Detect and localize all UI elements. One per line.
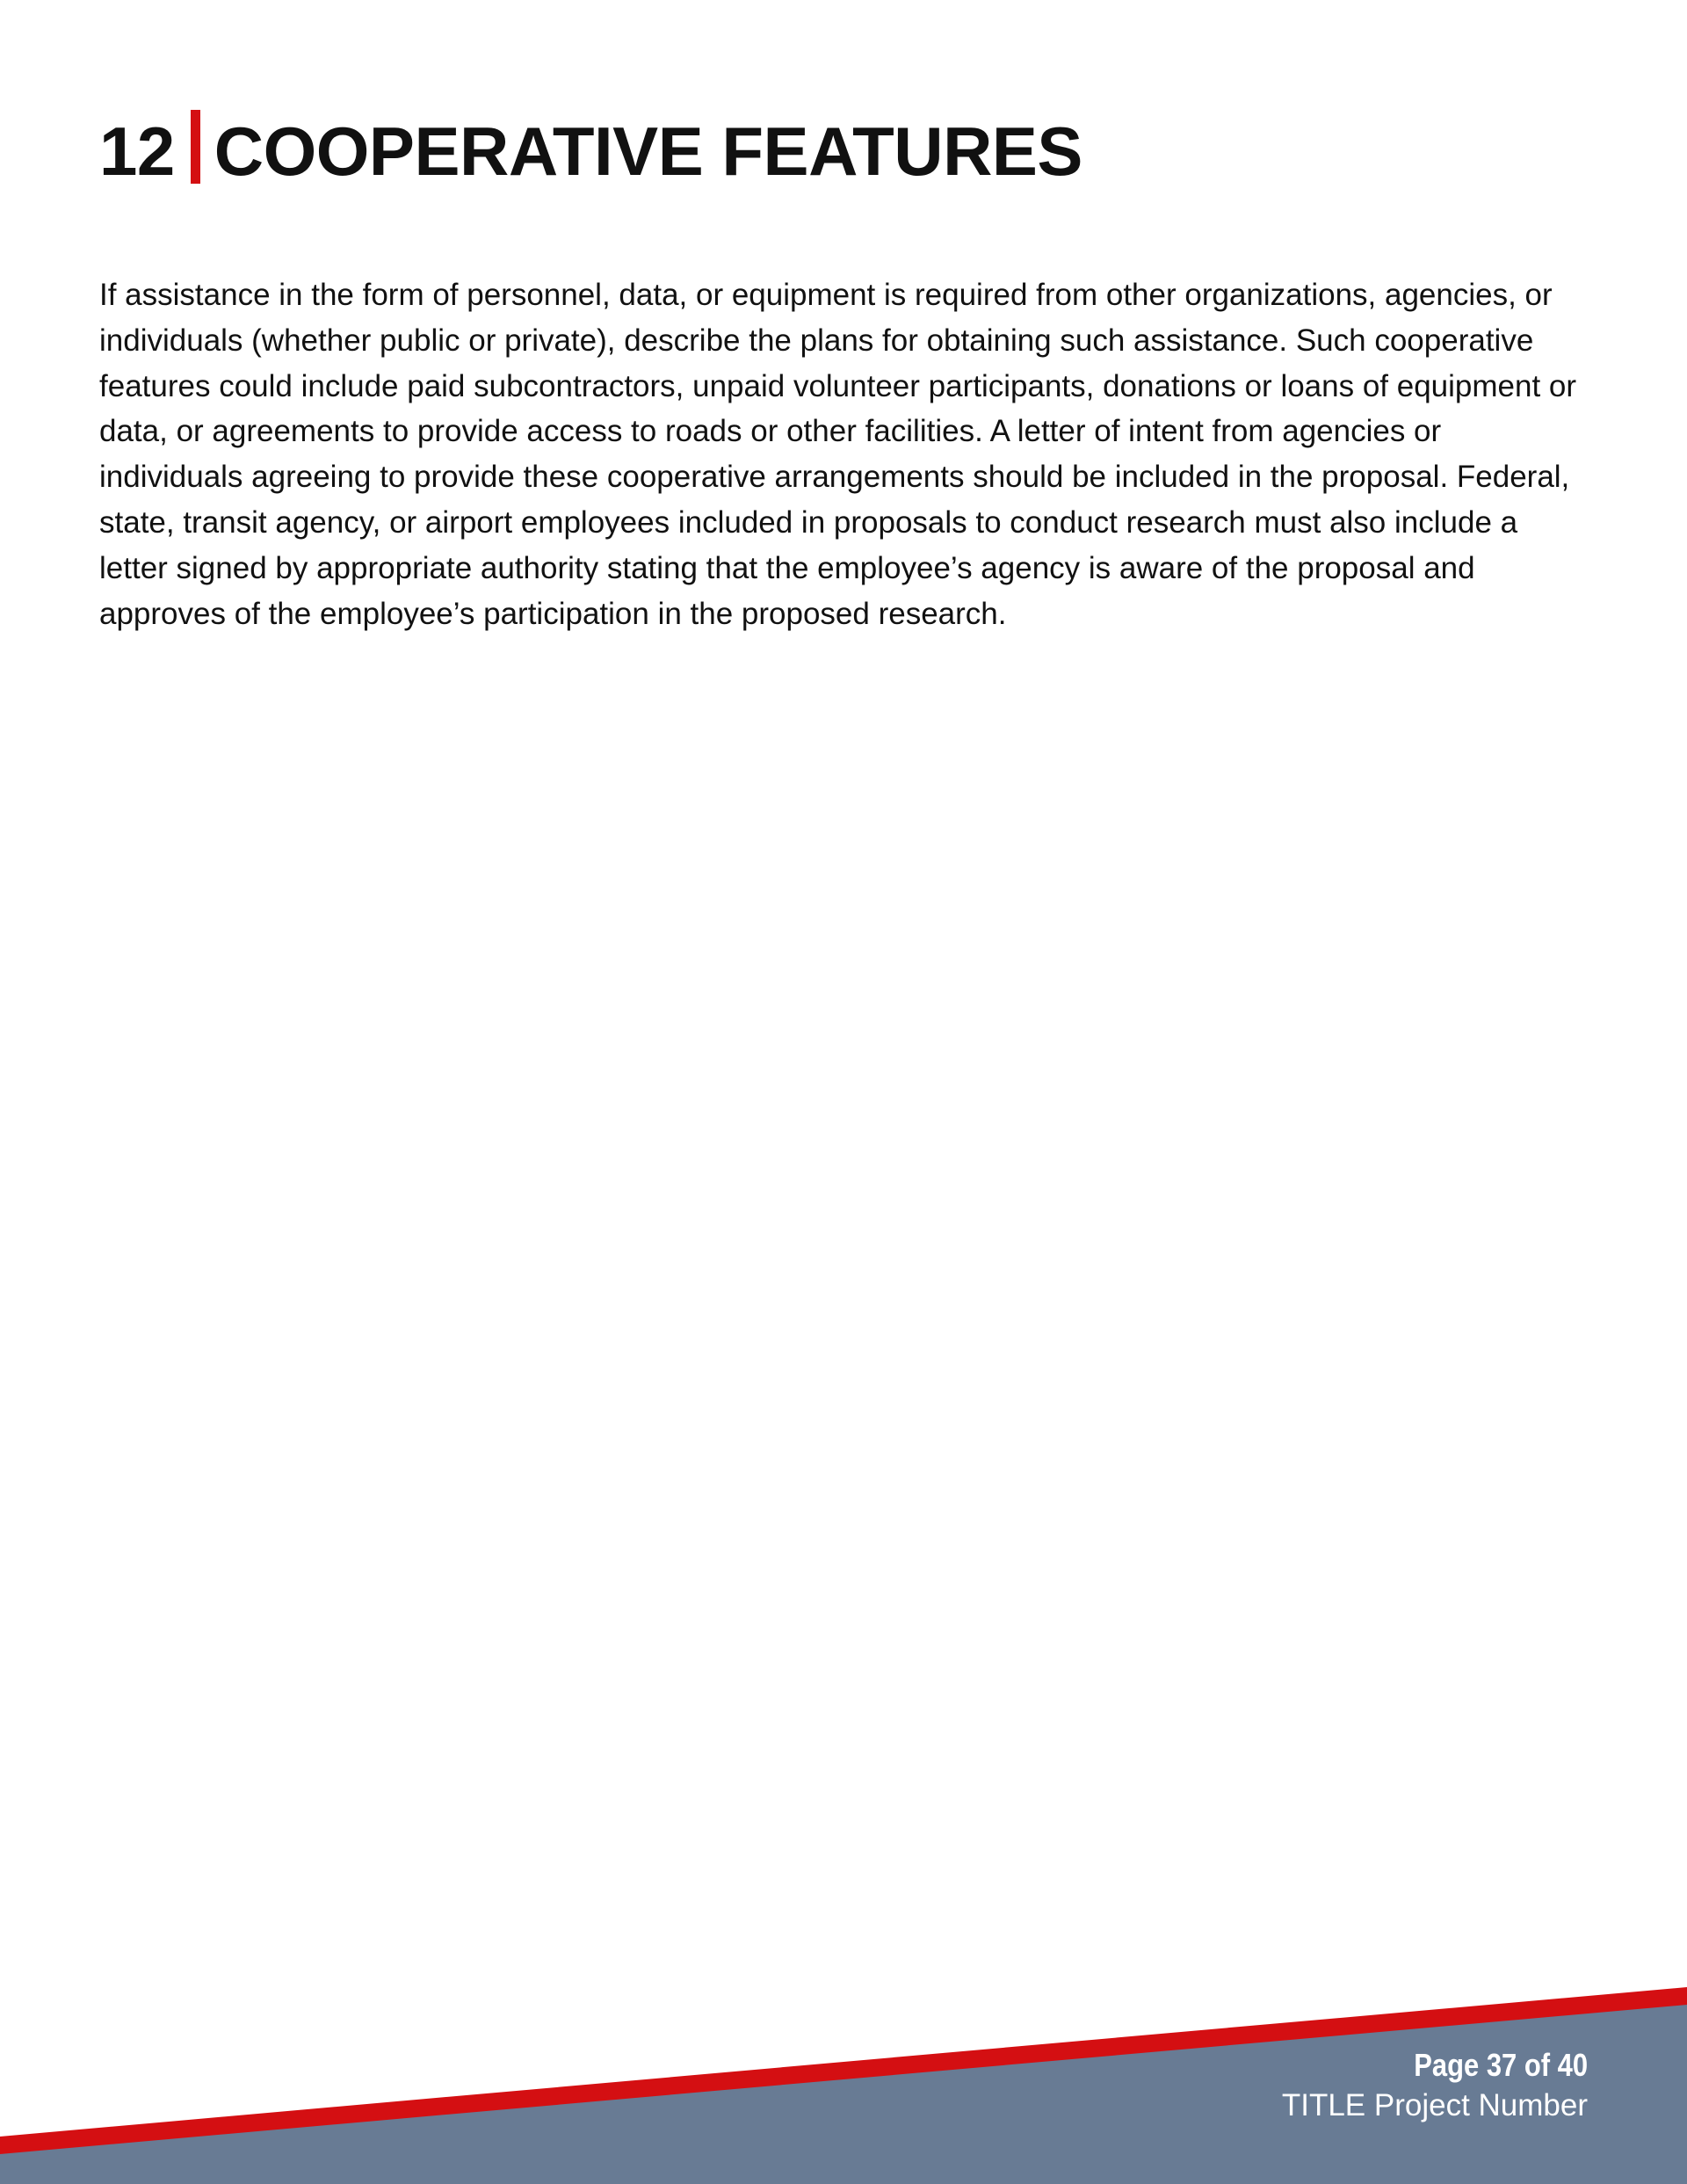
body-paragraph: If assistance in the form of personnel, data, or equipment is required from other organizations, agencies, or individuals (whether public or private), describe the plans for obtaining such assistance. Such cooperative features could include paid subcontractors, unpaid volunteer participants, donations or loans of equipment or data, or agreements to provide access to roads or other facilities. A letter of intent from agencies or individuals agreeing to provide these cooperative arrangements should be included in the proposal. Federal, state, transit agency, or airport employees included in proposals to conduct research must also include a letter signed by appropriate authority stating that the employee’s agency is aware of the proposal and approves of the employee’s participation in the proposed research. <box>99 278 1577 631</box>
footer-project-label: TITLE Project Number <box>1281 2088 1588 2122</box>
heading-divider <box>191 110 200 184</box>
section-title: COOPERATIVE FEATURES <box>214 112 1082 190</box>
page-title <box>99 107 1082 195</box>
section-number: 12 <box>99 112 175 190</box>
footer-page-number: Page 37 of 40 <box>1414 2047 1588 2083</box>
